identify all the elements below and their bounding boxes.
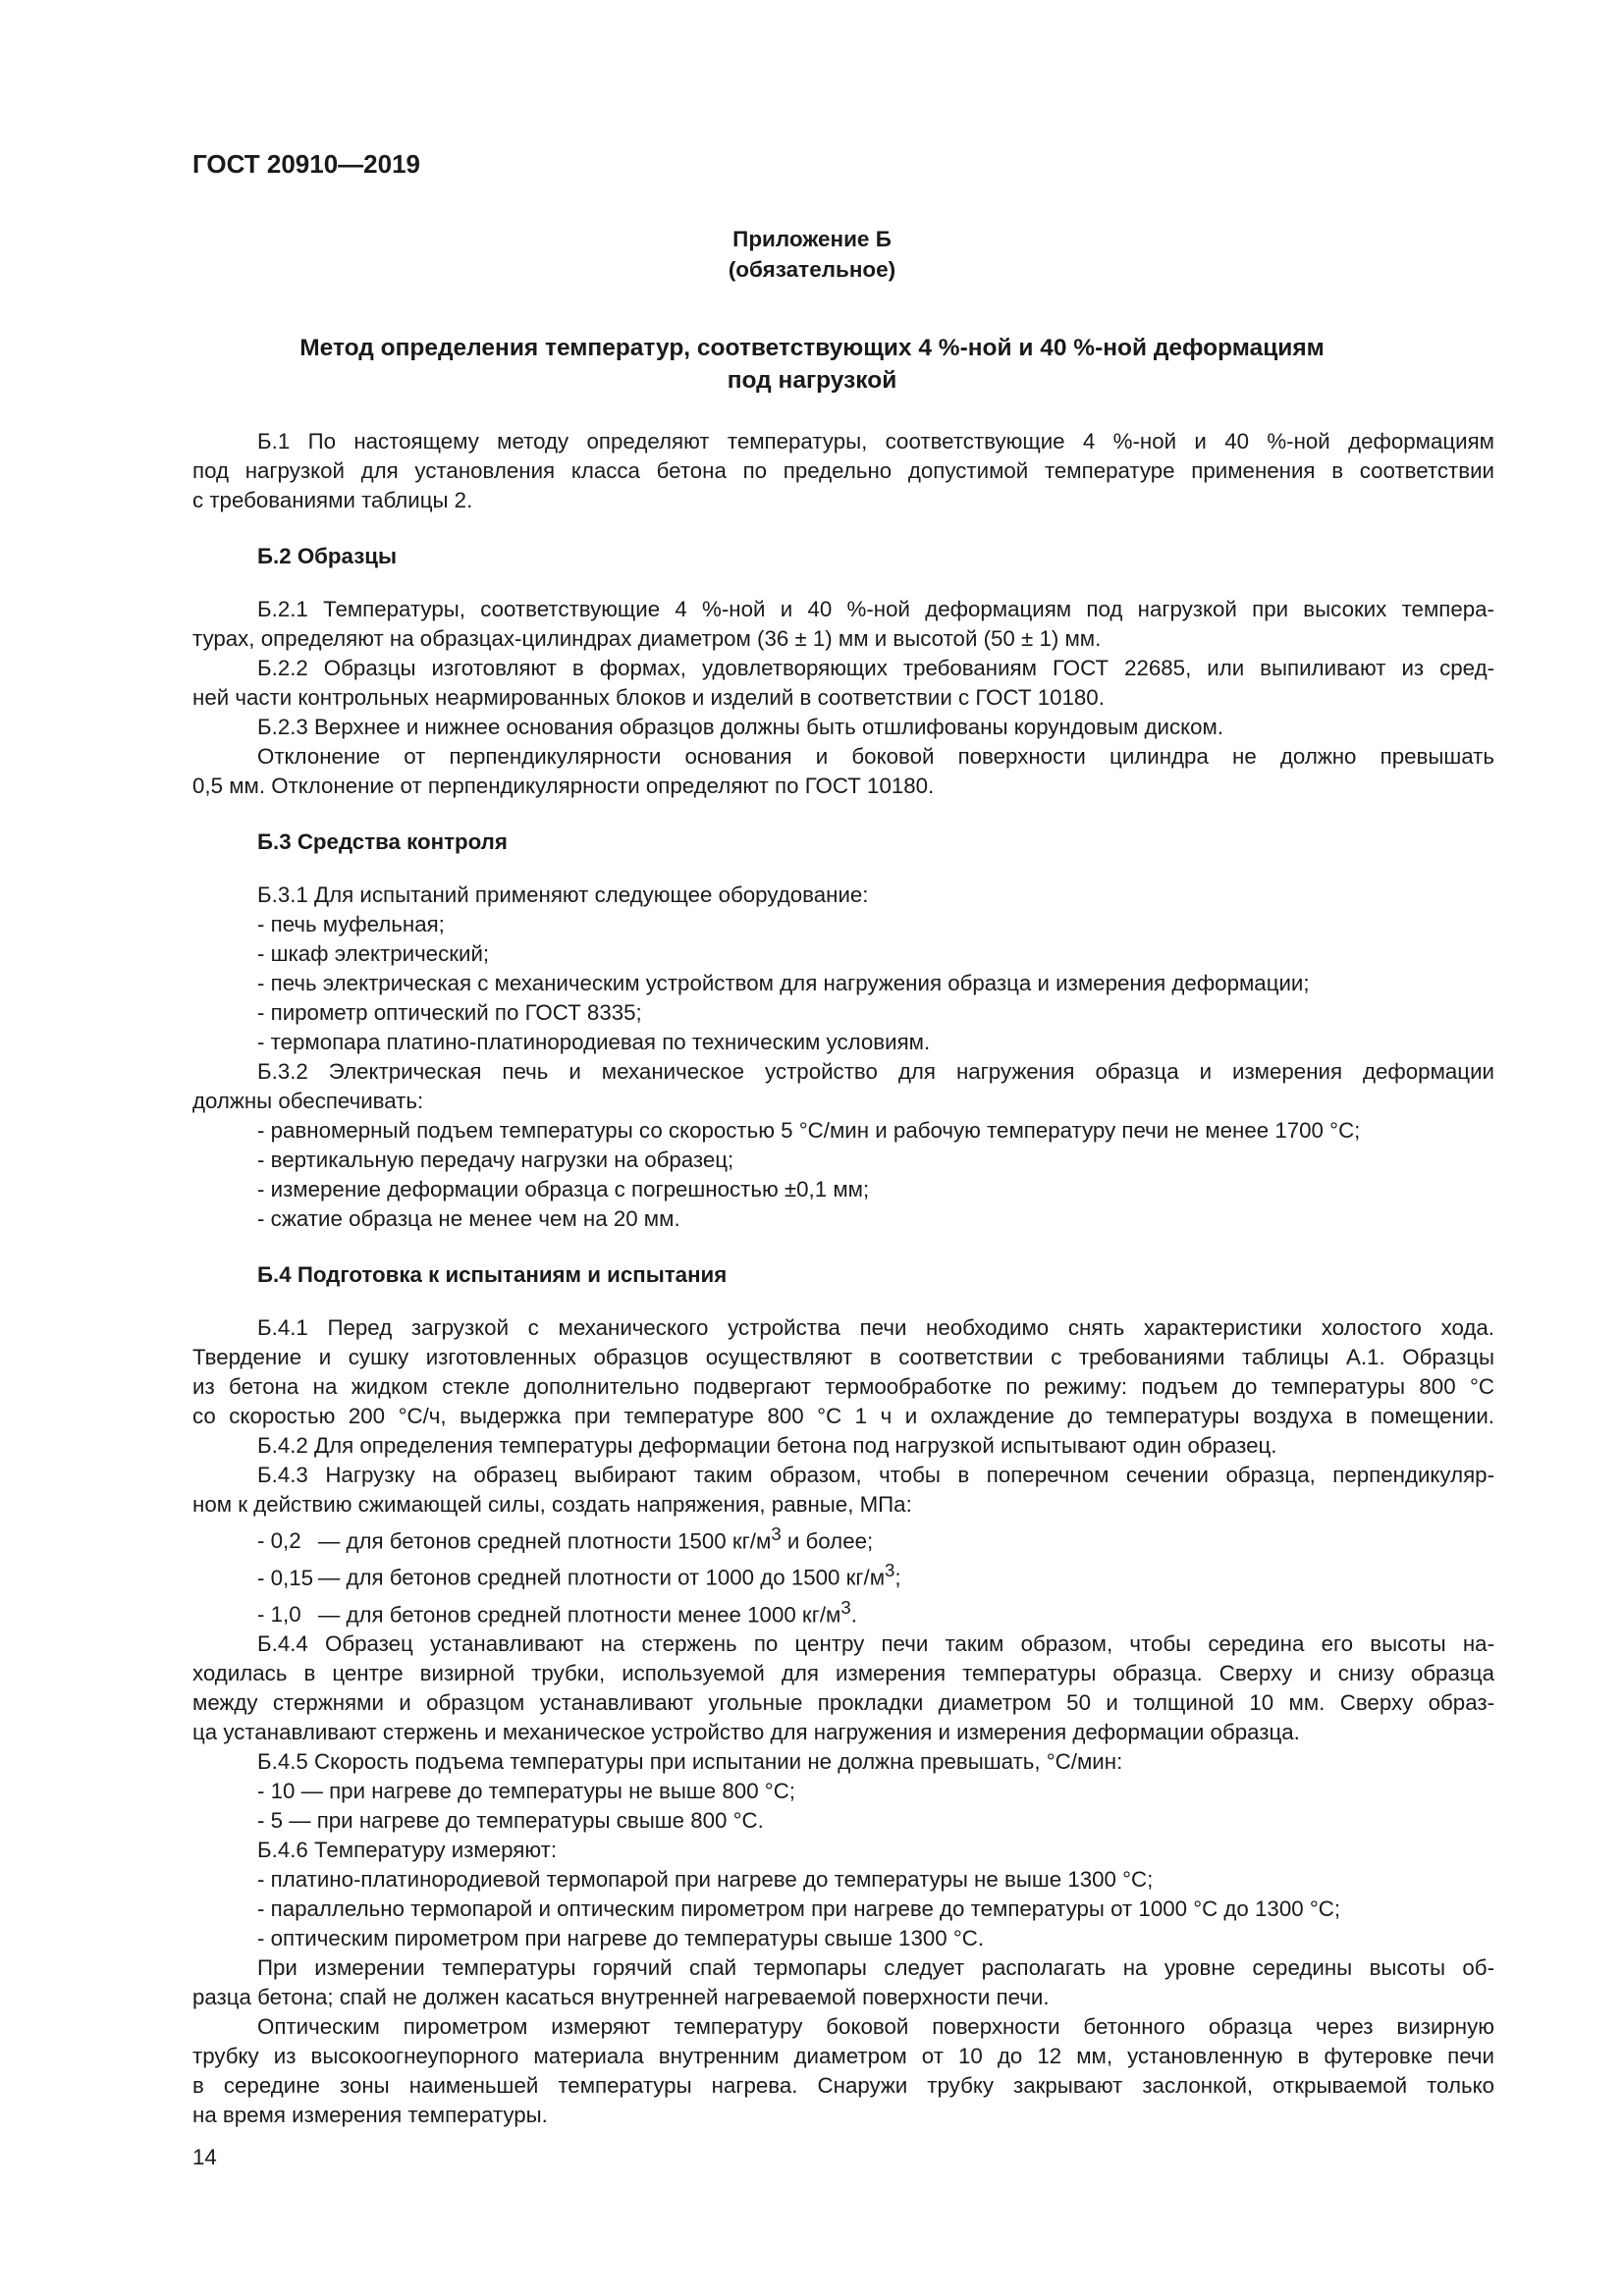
list-item: - равномерный подъем температуры со скоростью 5 °С/мин и рабочую температуру печи не менее 1700 °С; bbox=[257, 1118, 1361, 1143]
list-item: - пирометр оптический по ГОСТ 8335; bbox=[257, 1000, 642, 1025]
superscript: 3 bbox=[840, 1596, 851, 1618]
paragraph-line: из бетона на жидком стекле дополнительно подвергают термообработке по режиму: подъем до температуры 800 °С bbox=[192, 1374, 1494, 1399]
list-item bbox=[192, 1593, 1494, 1629]
list-item bbox=[192, 1520, 1494, 1556]
paragraph-line: в середине зоны наименьшей температуры нагрева. Снаружи трубку закрывают заслонкой, открываемой только bbox=[192, 2073, 1494, 2099]
paragraph-line: ца устанавливают стержень и механическое устройство для нагружения и измерения деформации образца. bbox=[192, 1720, 1300, 1745]
paragraph-line: со скоростью 200 °С/ч, выдержка при температуре 800 °С 1 ч и охлаждение до температуры воздуха в помещении. bbox=[192, 1404, 1494, 1428]
method-title-line: Метод определения температур, соответствующих 4 %-ной и 40 %-ной деформациям bbox=[299, 335, 1325, 361]
paragraph-line: между стержнями и образцом устанавливают угольные прокладки диаметром 50 и толщиной 10 мм. Сверху образ- bbox=[192, 1690, 1494, 1716]
paragraph-line: 0,5 мм. Отклонение от перпендикулярности определяют по ГОСТ 10180. bbox=[192, 774, 935, 798]
paragraph-line: Б.2.2 Образцы изготовляют в формах, удовлетворяющих требованиям ГОСТ 22685, или выпиливают из сред- bbox=[257, 656, 1494, 680]
list-item bbox=[192, 1556, 1494, 1592]
dash: — bbox=[318, 1528, 341, 1554]
paragraph-line: Б.4.1 Перед загрузкой с механического устройства печи необходимо снять характеристики холостого хода. bbox=[257, 1315, 1494, 1340]
stress-value: - 0,15 bbox=[257, 1565, 314, 1590]
paragraph-line: с требованиями таблицы 2. bbox=[192, 488, 473, 512]
section-heading: Б.4 Подготовка к испытаниям и испытания bbox=[257, 1262, 728, 1287]
paragraph-line: ней части контрольных неармированных блоков и изделий в соответствии с ГОСТ 10180. bbox=[192, 685, 1105, 710]
superscript: 3 bbox=[771, 1523, 782, 1544]
dash: — bbox=[318, 1602, 341, 1628]
list-item: - печь электрическая с механическим устройством для нагружения образца и измерения деформации; bbox=[257, 971, 1310, 995]
stress-after: . bbox=[850, 1602, 857, 1628]
list-item: - параллельно термопарой и оптическим пирометром при нагреве до температуры от 1000 °С до 1300 °С; bbox=[257, 1896, 1341, 1922]
paragraph-line: Твердение и сушку изготовленных образцов осуществляют в соответствии с требованиями таблицы А.1. Образцы bbox=[192, 1345, 1494, 1369]
paragraph-line: должны обеспечивать: bbox=[192, 1089, 424, 1113]
paragraph-line: Б.4.5 Скорость подъема температуры при испытании не должна превышать, °С/мин: bbox=[257, 1749, 1123, 1775]
paragraph-line: При измерении температуры горячий спай термопары следует располагать на уровне середины высоты об- bbox=[257, 1955, 1494, 1981]
list-item: - 5 — при нагреве до температуры свыше 800 °С. bbox=[257, 1808, 764, 1834]
paragraph-line: Б.4.6 Температуру измеряют: bbox=[257, 1838, 558, 1863]
section-heading: Б.3 Средства контроля bbox=[257, 829, 508, 854]
list-item: - термопара платино-платинородиевая по техническим условиям. bbox=[257, 1030, 931, 1054]
paragraph-line: Б.4.3 Нагрузку на образец выбирают таким образом, чтобы в поперечном сечении образца, перпендикуляр- bbox=[257, 1463, 1494, 1487]
list-item: - шкаф электрический; bbox=[257, 941, 490, 966]
stress-value: - 1,0 bbox=[257, 1602, 301, 1628]
method-title bbox=[236, 332, 1388, 397]
list-item: - сжатие образца не менее чем на 20 мм. bbox=[257, 1206, 680, 1231]
annex-title: Приложение Б bbox=[732, 227, 892, 251]
stress-text: для бетонов средней плотности от 1000 до 1500 кг/м bbox=[346, 1565, 886, 1590]
list-item: - 10 — при нагреве до температуры не выше 800 °С; bbox=[257, 1779, 796, 1804]
list-item: - измерение деформации образца с погрешностью ±0,1 мм; bbox=[257, 1177, 870, 1201]
paragraph-line: Отклонение от перпендикулярности основания и боковой поверхности цилиндра не должно превышать bbox=[257, 744, 1494, 769]
superscript: 3 bbox=[885, 1560, 895, 1581]
paragraph-line: Б.2.1 Температуры, соответствующие 4 %-ной и 40 %-ной деформациям под нагрузкой при высоких темпера- bbox=[257, 597, 1494, 621]
paragraph-line: под нагрузкой для установления класса бетона по предельно допустимой температуре применения в соответствии bbox=[192, 458, 1494, 483]
annex-status: (обязательное) bbox=[728, 257, 896, 282]
stress-text: для бетонов средней плотности 1500 кг/м bbox=[346, 1528, 772, 1554]
stress-after: ; bbox=[894, 1565, 901, 1590]
paragraph-line: Б.3.1 Для испытаний применяют следующее оборудование: bbox=[257, 882, 869, 907]
page-number: 14 bbox=[192, 2145, 217, 2169]
dash: — bbox=[318, 1565, 341, 1590]
standard-code: ГОСТ 20910—2019 bbox=[192, 149, 420, 179]
paragraph-line: ходилась в центре визирной трубки, используемой для измерения температуры образца. Сверху и снизу образца bbox=[192, 1661, 1494, 1686]
list-item: - вертикальную передачу нагрузки на образец; bbox=[257, 1148, 734, 1172]
stress-value: - 0,2 bbox=[257, 1528, 301, 1554]
paragraph-line: разца бетона; спай не должен касаться внутренней нагреваемой поверхности печи. bbox=[192, 1985, 1050, 2010]
paragraph-line: турах, определяют на образцах-цилиндрах диаметром (36 ± 1) мм и высотой (50 ± 1) мм. bbox=[192, 626, 1102, 651]
list-item: - оптическим пирометром при нагреве до температуры свыше 1300 °С. bbox=[257, 1926, 985, 1951]
document-body bbox=[192, 427, 1494, 2130]
list-item: - печь муфельная; bbox=[257, 912, 445, 936]
stress-text: для бетонов средней плотности менее 1000 кг/м bbox=[346, 1602, 841, 1628]
paragraph-line: Б.4.4 Образец устанавливают на стержень по центру печи таким образом, чтобы середина его высоты на- bbox=[257, 1631, 1494, 1657]
paragraph-line: трубку из высокоогнеупорного материала внутренним диаметром от 10 до 12 мм, установленную в футеровке печи bbox=[192, 2044, 1494, 2069]
paragraph-line: Б.3.2 Электрическая печь и механическое устройство для нагружения образца и измерения деформации bbox=[257, 1059, 1494, 1084]
method-title-line: под нагрузкой bbox=[727, 367, 897, 394]
paragraph-line: Б.1 По настоящему методу определяют температуры, соответствующие 4 %-ной и 40 %-ной деформациям bbox=[257, 429, 1494, 454]
paragraph-line: Б.4.2 Для определения температуры деформации бетона под нагрузкой испытывают один образец. bbox=[257, 1433, 1277, 1458]
list-item: - платино-платинородиевой термопарой при нагреве до температуры не выше 1300 °С; bbox=[257, 1867, 1154, 1893]
paragraph-line: Б.2.3 Верхнее и нижнее основания образцов должны быть отшлифованы корундовым диском. bbox=[257, 715, 1224, 739]
paragraph-line: на время измерения температуры. bbox=[192, 2103, 548, 2128]
stress-after: и более; bbox=[781, 1528, 874, 1554]
section-heading: Б.2 Образцы bbox=[257, 544, 398, 568]
paragraph-line: Оптическим пирометром измеряют температуру боковой поверхности бетонного образца через визирную bbox=[257, 2014, 1494, 2040]
paragraph-line: ном к действию сжимающей силы, создать напряжения, равные, МПа: bbox=[192, 1492, 912, 1517]
